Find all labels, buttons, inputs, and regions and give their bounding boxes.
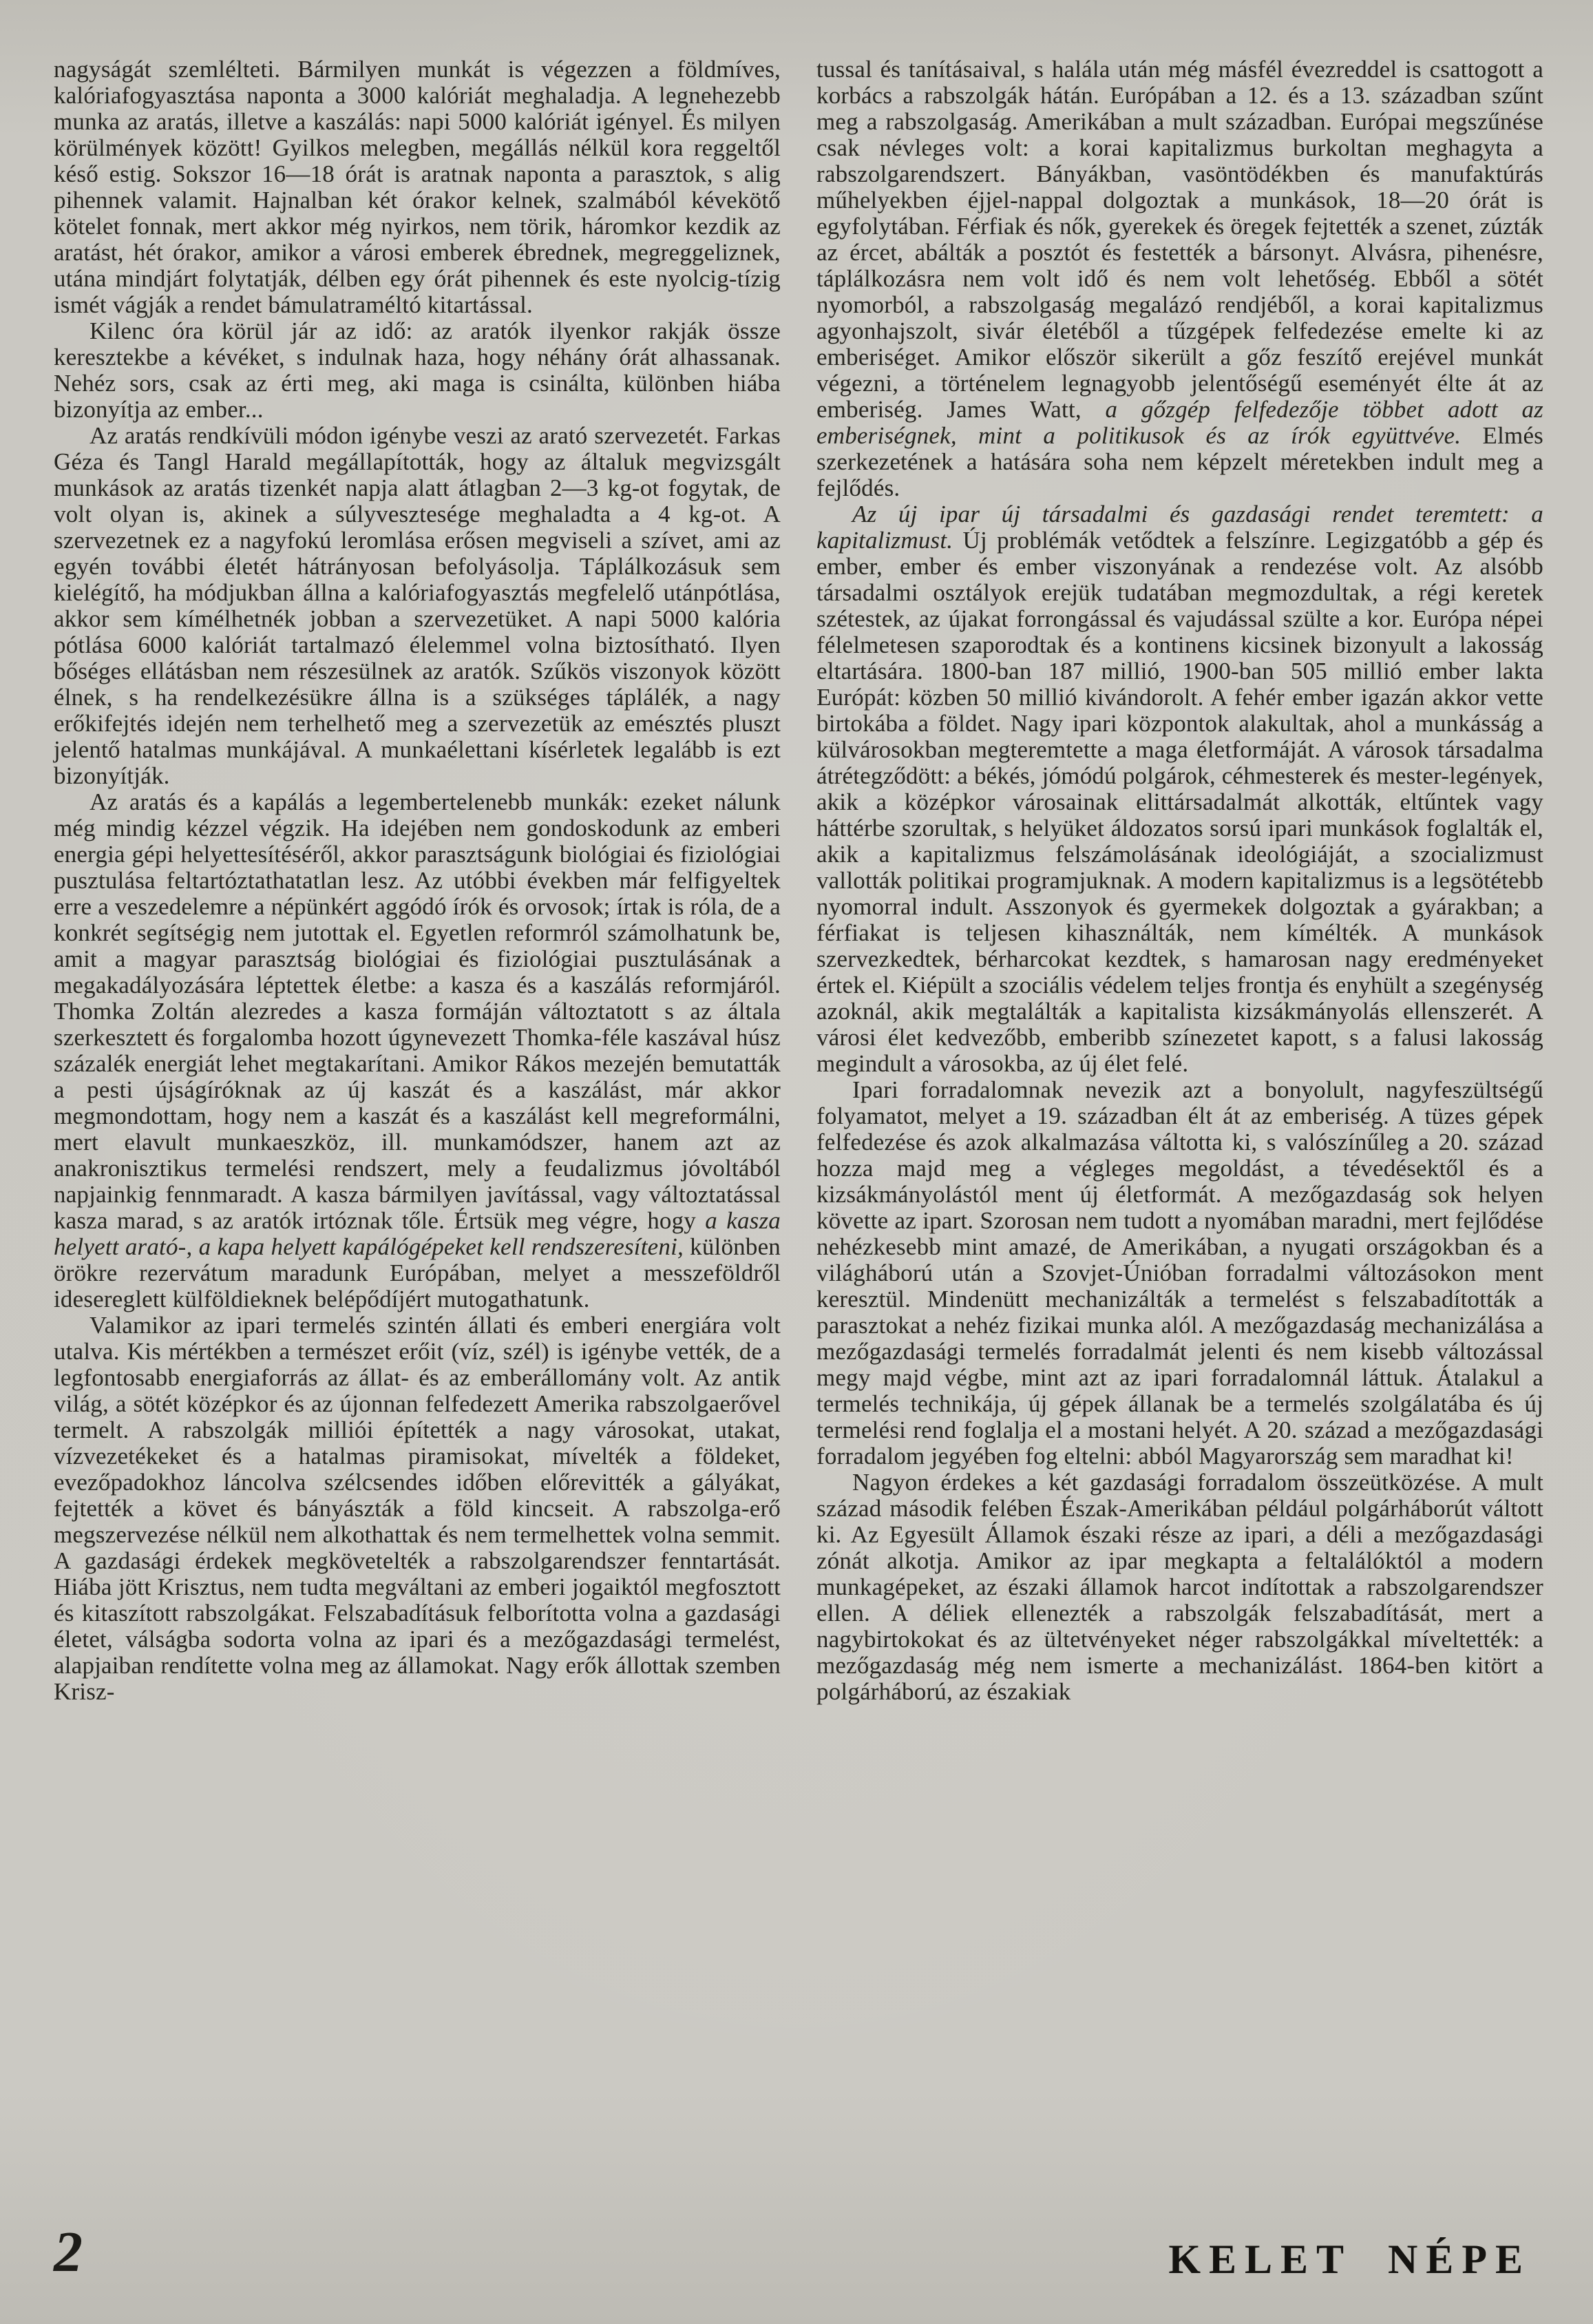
- paragraph: [816, 501, 1543, 1077]
- article-body: [54, 56, 1543, 1705]
- paragraph: [816, 1077, 1543, 1469]
- text-run: Elmés szerkezetének a hatására soha nem képzelt méretekben indult meg a fejlődés.: [816, 422, 1543, 501]
- text-run: különben örökre rezervátum maradunk Európában, melyet a messzeföldről idesereglett külföldieknek belépődíjért mutogathatunk.: [54, 1233, 781, 1312]
- italic-text-run: Az új ipar új társadalmi és gazdasági rendet teremtett: a kapitalizmust.: [816, 501, 1543, 554]
- paragraph: [54, 789, 781, 1312]
- page-footer: [54, 2220, 1531, 2284]
- text-run: Nagyon érdekes a két gazdasági forradalom összeütközése. A mult század második felében Észak-Amerikában például polgárháborút váltott ki. Az Egyesült Államok északi része az ipari, a déli a mezőgazdasági zónát alkotja. Amikor az ipar megkapta a feltalálóktól a modern munkagépeket, az északi államok harcot indítottak a rabszolgarendszer ellen. A déliek ellenezték a rabszolgák felszabadítását, mert a nagybirtokokat és az ültetvényeket néger rabszolgákkal míveltették: a mezőgazdaság még nem ismerte a mechanizálást. 1864-ben kitört a polgárháború, az északiak: [816, 1469, 1543, 1705]
- text-run: Az aratás és a kapálás a legembertelenebb munkák: ezeket nálunk még mindig kézzel végzik. Ha idejében nem gondoskodunk az emberi energia gépi helyettesítéséről, akkor parasztságunk biológiai és fiziológiai pusztulása feltartóztathatatlan lesz. Az utóbbi években már felfigyeltek erre a veszedelemre a népünkért aggódó írók és orvosok; írtak is róla, de a konkrét segítségig nem jutottak el. Egyetlen reformról számolhatunk be, amit a magyar parasztság biológiai és fiziológiai pusztulásának a megakadályozására léptettek életbe: a kasza és a kaszálás reformjáról. Thomka Zoltán alezredes a kasza formáján változtatott s az általa szerkesztett és forgalomba hozott úgynevezett Thomka-féle kaszával húsz százalék energiát lehet megtakarítani. Amikor Rákos mezején bemutatták a pesti újságíróknak az új kaszát és a kaszálást, már akkor megmondottam, hogy nem a kaszát és a kaszálást kell megreformálni, mert elavult munkaeszköz, ill. munkamódszer, hanem azt az anakronisztikus termelési rendszert, mely a feudalizmus jóvoltából napjainkig fennmaradt. A kasza bármilyen javítással, vagy változtatással kasza marad, s az aratók irtóznak tőle. Értsük meg végre, hogy: [54, 788, 781, 1234]
- text-run: Ipari forradalomnak nevezik azt a bonyolult, nagyfeszültségű folyamatot, melyet a 19. században élt át az emberiség. A tüzes gépek felfedezése és azok alkalmazása váltotta ki, s valószínűleg a 20. század hozza majd meg a végleges megoldást, a tévedésektől és a kizsákmányolástól ment új életformát. A mezőgazdaság sok helyen követte az ipart. Szorosan nem tudott a nyomában maradni, mert fejlődése nehézkesebb mint amazé, de Amerikában, a nyugati országokban és a világháború után a Szovjet-Únióban forradalmi változásokon ment keresztül. Mindenütt mechanizálták a termelést s felszabadították a parasztokat a nehéz fizikai munka alól. A mezőgazdaság mechanizálása a mezőgazdasági termelés forradalmát jelenti és nem kisebb változással megy majd végbe, mint azt az ipari forradalomnál láttuk. Átalakul a termelés technikája, új gépek állanak be a termelés szolgálatába és új termelési rend foglalja el a mostani helyét. A 20. század a mezőgazdasági forradalom jegyében fog eltelni: abból Magyarország sem maradhat ki!: [816, 1076, 1543, 1469]
- right-column: [816, 56, 1543, 1705]
- text-run: Kilenc óra körül jár az idő: az aratók ilyenkor rakják össze keresztekbe a kévéket, s indulnak haza, hogy néhány órát alhassanak. Nehéz sors, csak az érti meg, aki maga is csinálta, különben hiába bizonyítja az ember...: [54, 317, 781, 423]
- paragraph: [54, 56, 781, 318]
- paragraph: [816, 56, 1543, 501]
- text-run: tussal és tanításaival, s halála után még másfél évezreddel is csattogott a korbács a rabszolgák hátán. Európában a 12. és a 13. században szűnt meg a rabszolgaság. Amerikában a mult században. Európai megszűnése csak névleges volt: a korai kapitalizmus burkoltan meghagyta a rabszolgarendszert. Bányákban, vasöntödékben és manufaktúrás műhelyekben éjjel-nappal dolgoztak a munkások, 18—20 órát is egyfolytában. Férfiak és nők, gyerekek és öregek fejtették a szenet, zúzták az ércet, abálták a posztót és festették a bársonyt. Alvásra, pihenésre, táplálkozásra nem volt idő és nem volt lehetőség. Ebből a sötét nyomorból, a rabszolgaság megalázó rendjéből, a korai kapitalizmus agyonhajszolt, sivár életéből a tűzgépek felfedezése emelte ki az emberiséget. Amikor először sikerült a gőz feszítő erejével munkát végezni, a történelem legnagyobb jelentőségű eseményét élte át az emberiség. James Watt,: [816, 56, 1543, 423]
- text-run: Az aratás rendkívüli módon igénybe veszi az arató szervezetét. Farkas Géza és Tangl Harald megállapították, hogy az általuk megvizsgált munkások az aratás tizenkét napja alatt átlagban 2—3 kg-ot fogytak, de volt olyan is, akinek a súlyvesztesége meghaladta a 4 kg-ot. A szervezetnek ez a nagyfokú leromlása erősen megviseli a szívet, ami az egyén további életét hátrányosan befolyásolja. Táplálkozásuk sem kielégítő, ha módjukban állna a kalóriafogyasztás megfelelő utánpótlása, akkor sem kímélhetnék jobban a szervezetüket. A napi 5000 kalória pótlása 6000 kalóriát tartalmazó élelemmel volna biztosítható. Ilyen bőséges ellátásban nem részesülnek az aratók. Szűkös viszonyok között élnek, s ha rendelkezésükre állna is a szükséges táplálék, a nagy erőkifejtés idején nem terhelhető meg a szervezetük az emésztés pluszt jelentő hatalmas munkájával. A munkaélettani kísérletek legalább is ezt bizonyítják.: [54, 422, 781, 789]
- italic-text-run: a kasza helyett arató-, a kapa helyett kapálógépeket kell rendszeresíteni,: [54, 1207, 781, 1260]
- paragraph: [816, 1469, 1543, 1705]
- page-number: 2: [54, 2220, 83, 2284]
- left-column: [54, 56, 781, 1705]
- text-run: nagyságát szemlélteti. Bármilyen munkát is végezzen a földmíves, kalóriafogyasztása naponta a 3000 kalóriát meghaladja. A legnehezebb munka az aratás, illetve a kaszálás: napi 5000 kalóriát igényel. És milyen körülmények között! Gyilkos melegben, megállás nélkül kora reggeltől késő estig. Sokszor 16—18 órát is aratnak naponta a parasztok, s alig pihennek valamit. Hajnalban két órakor kelnek, szalmából kévekötő kötelet fonnak, mert akkor még nyirkos, nem törik, háromkor kezdik az aratást, hét órakor, amikor a városi emberek ébrednek, megreggeliznek, utána mindjárt folytatják, délben egy órát pihennek és este nyolcig-tízig ismét vágják a rendet bámulatraméltó kitartással.: [54, 56, 781, 318]
- paragraph: [54, 318, 781, 423]
- paragraph: [54, 1312, 781, 1705]
- italic-text-run: a gőzgép felfedezője többet adott az emberiségnek, mint a politikusok és az írók együttvéve.: [816, 396, 1543, 449]
- publication-name: KELET NÉPE: [1168, 2237, 1531, 2282]
- text-run: Új problémák vetődtek a felszínre. Legizgatóbb a gép és ember, ember és ember viszonyának a rendezése volt. Az alsóbb társadalmi osztályok erejük tudatában megmozdultak, a régi keretek szétestek, az újakat forrongással és vajudással szülte a kor. Európa népei félelmetesen szaporodtak és a kontinens kicsinek bizonyult a lakosság eltartására. 1800-ban 187 millió, 1900-ban 505 millió ember lakta Európát: közben 50 millió kivándorolt. A fehér ember igazán akkor vette birtokába a földet. Nagy ipari központok alakultak, ahol a munkásság a külvárosokban megteremtette a maga életformáját. A városok társadalma átrétegződött: a békés, jómódú polgárok, céhmesterek és mester-legények, akik a középkor városainak elittársadalmát alkották, eltűntek vagy háttérbe szorultak, s helyüket áldozatos sorsú ipari munkások foglalták el, akik a kapitalizmus felszámolásának ideológiáját, a szocializmust vallották politikai programjuknak. A modern kapitalizmus is a legsötétebb nyomorral indult. Asszonyok és gyermekek dolgoztak a gyárakban; a férfiakat is teljesen kihasználták, nem kímélték. A munkások szervezkedtek, bérharcokat kezdtek, s hamarosan nagy eredményeket értek el. Kiépült a szociális védelem teljes frontja és enyhült a szegénység azoknál, akik megtalálták a kapitalista kizsákmányolás ellenszerét. A városi élet kedvezőbb, emberibb színezetet kapott, s a falusi lakosság megindult a városokba, az új élet felé.: [816, 527, 1543, 1077]
- paragraph: [54, 423, 781, 789]
- text-run: Valamikor az ipari termelés szintén állati és emberi energiára volt utalva. Kis mértékben a természet erőit (víz, szél) is igénybe vették, de a legfontosabb energiaforrás az állat- és az emberállomány volt. Az antik világ, a sötét középkor és az újonnan felfedezett Amerika rabszolgaerővel termelt. A rabszolgák milliói építették a nagy városokat, utakat, vízvezetékeket és a hatalmas piramisokat, mívelték a földeket, evezőpadokhoz láncolva szélcsendes időben előrevitték a gályákat, fejtették a követ és bányászták a föld kincseit. A rabszolga-erő megszervezése nélkül nem alkothattak és nem termelhettek volna semmit. A gazdasági érdekek megkövetelték a rabszolgarendszer fenntartását. Hiába jött Krisztus, nem tudta megváltani az emberi jogaiktól megfosztott és kitaszított rabszolgákat. Felszabadításuk felborította volna a gazdasági életet, válságba sodorta volna az ipari és a mezőgazdasági termelést, alapjaiban rendítette volna meg az államokat. Nagy erők állottak szemben Krisz-: [54, 1312, 781, 1705]
